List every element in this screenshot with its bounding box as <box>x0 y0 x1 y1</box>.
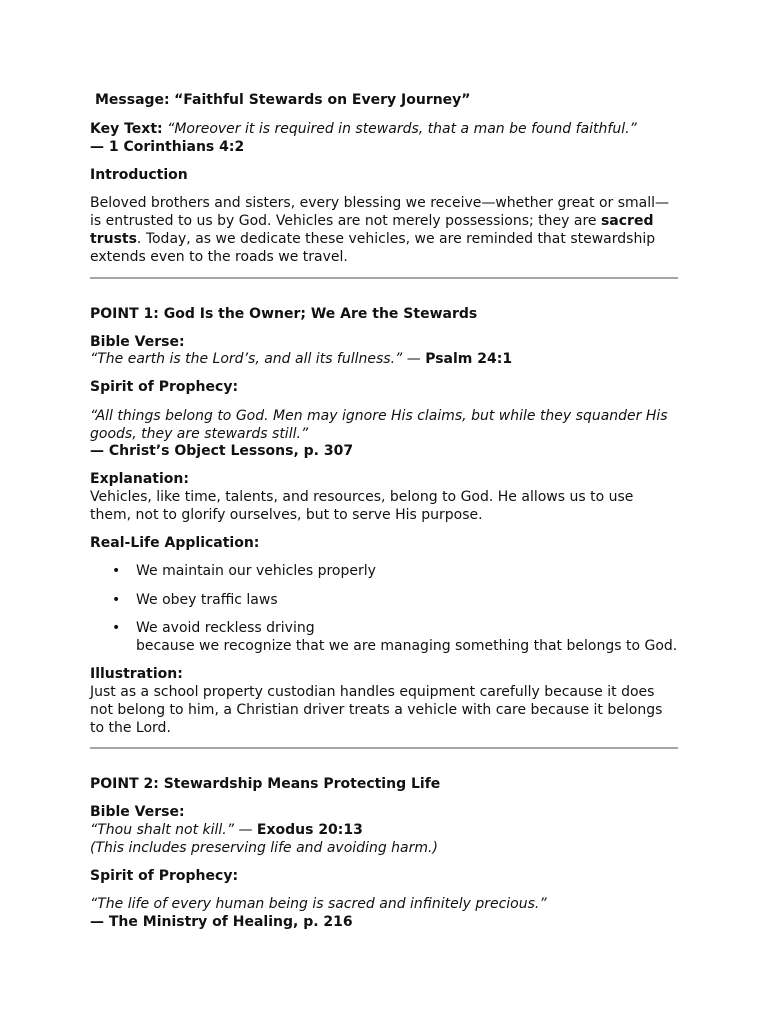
point1-application-label: Real-Life Application: <box>90 535 260 551</box>
point2-bible-dash: — <box>234 822 257 838</box>
point1-sop-reference-line <box>90 442 678 460</box>
point2-bible-quote: “Thou shalt not kill.” <box>90 822 234 838</box>
point2-sop-label: Spirit of Prophecy: <box>90 868 239 884</box>
section-divider <box>90 747 678 749</box>
key-text-line <box>90 120 678 138</box>
point1-sop-quote: “All things belong to God. Men may ignore His claims, but while they squander His goods, they are stewards still.” <box>90 408 668 442</box>
point2-bible-verse <box>90 821 678 839</box>
point1-illustration-label: Illustration: <box>90 666 183 682</box>
key-text-label: Key Text: <box>90 121 163 137</box>
point1-sop-dash: — <box>90 443 109 459</box>
message-label: Message: <box>95 92 170 108</box>
point1-bible-quote: “The earth is the Lord’s, and all its fullness.” <box>90 351 403 367</box>
point1-bible-verse <box>90 350 678 368</box>
introduction-text-after: . Today, as we dedicate these vehicles, we are reminded that stewardship extends even to the roads we travel. <box>90 231 656 265</box>
point2-sop-reference-line <box>90 913 678 931</box>
point2-heading: POINT 2: Stewardship Means Protecting Life <box>90 776 441 792</box>
point1-heading: POINT 1: God Is the Owner; We Are the Stewards <box>90 306 478 322</box>
introduction-bold-text: sacred trusts <box>90 213 654 247</box>
bullet-icon: • <box>112 620 121 636</box>
list-item-text: We obey traffic laws <box>136 592 278 608</box>
introduction-heading: Introduction <box>90 167 188 183</box>
key-text-quote: “Moreover it is required in stewards, that a man be found faithful.” <box>167 121 637 137</box>
point2-bible-note: (This includes preserving life and avoiding harm.) <box>90 840 438 856</box>
message-line <box>90 91 678 109</box>
point1-sop-reference: Christ’s Object Lessons, p. 307 <box>108 443 354 459</box>
point2-sop-quote: “The life of every human being is sacred and infinitely precious.” <box>90 896 547 912</box>
point2-sop-reference: The Ministry of Healing, p. 216 <box>108 914 353 930</box>
point1-bible-label: Bible Verse: <box>90 334 185 350</box>
point2-sop-dash: — <box>90 914 109 930</box>
point1-sop-label: Spirit of Prophecy: <box>90 379 239 395</box>
bullet-icon: • <box>112 563 121 579</box>
message-title: “Faithful Stewards on Every Journey” <box>174 92 471 108</box>
bullet-icon: • <box>112 592 121 608</box>
introduction-text-before: Beloved brothers and sisters, every blessing we receive—whether great or small—is entrusted to us by God. Vehicles are not merely possessions; they are <box>90 195 670 229</box>
list-item-text: We maintain our vehicles properly <box>136 563 376 579</box>
list-item <box>90 562 678 580</box>
key-text-reference: 1 Corinthians 4:2 <box>108 139 245 155</box>
list-item <box>90 619 678 655</box>
list-item-text: We avoid reckless driving <box>136 620 315 636</box>
point1-illustration-text: Just as a school property custodian handles equipment carefully because it does not belong to him, a Christian driver treats a vehicle with care because it belongs to the Lord. <box>90 684 663 736</box>
list-item <box>90 591 678 609</box>
point1-bible-dash: — <box>402 351 426 367</box>
introduction-paragraph <box>90 194 678 266</box>
point1-explanation-label: Explanation: <box>90 471 189 487</box>
point2-bible-reference: Exodus 20:13 <box>256 822 363 838</box>
key-text-reference-line <box>90 138 678 156</box>
key-text-dash: — <box>90 139 109 155</box>
section-divider <box>90 277 678 279</box>
point2-bible-label: Bible Verse: <box>90 804 185 820</box>
point1-explanation-text: Vehicles, like time, talents, and resources, belong to God. He allows us to use them, not to glorify ourselves, but to serve His purpose. <box>90 489 634 523</box>
point1-bible-reference: Psalm 24:1 <box>425 351 513 367</box>
list-item-continuation: because we recognize that we are managing something that belongs to God. <box>136 638 678 654</box>
